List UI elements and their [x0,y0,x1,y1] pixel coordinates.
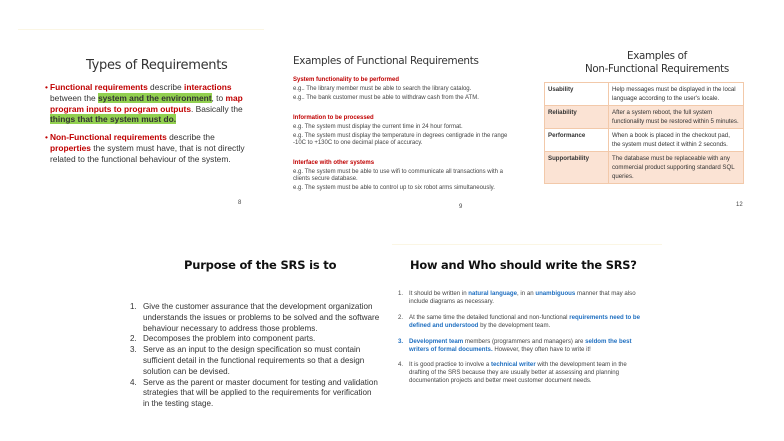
text-segment: describe [147,82,185,92]
text-segment: Functional requirements [50,82,148,92]
slide-title: Types of Requirements [86,58,228,73]
text-segment: unambiguous [535,290,576,297]
list-item [130,378,380,410]
page-number: 9 [459,204,463,210]
section-interface [293,160,518,194]
list-item [396,290,646,306]
bullet-functional [45,82,250,125]
list-item [396,314,646,330]
text-segment: Non-Functional requirements [50,132,167,142]
slide-non-functional-examples [530,50,784,220]
description-cell: Help messages must be displayed in the local language according to the user's locale. [609,83,744,106]
description-cell: When a book is placed in the checkout pad, the system must detect it within 2 seconds. [609,129,744,152]
item-number: 1. [130,302,137,311]
section-heading: Information to be processed [293,115,374,121]
item-number: 2. [398,313,404,321]
example-line: e.g.. The bank customer must be able to withdraw cash from the ATM. [293,95,479,101]
text-segment: the system must have, that is not directly related to the functional behaviour of the system. [50,142,245,164]
title-line: Non-Functional Requirements [585,63,729,75]
example-line: e.g.. The library member must be able to search the library catalog. [293,86,472,92]
page-number: 8 [238,200,242,206]
text-segment: . Basically the [190,103,243,114]
slide-types-of-requirements [18,58,258,208]
title-line: Examples of [627,50,687,62]
text-segment: natural language [468,290,518,297]
list-item [130,302,380,334]
slide-title [530,50,784,76]
text-segment: properties [50,142,91,153]
text-segment: , in an [517,290,536,297]
description-cell: The database must be replaceable with any commercial product supporting standard SQL queries. [609,152,744,184]
text-segment: It is good practice to involve a [409,361,491,369]
text-segment: with the development team in the drafting of the SRS because they are usually better at assessing and planning documentation projects and better meet customer document needs. [409,361,627,385]
text-segment: seldom the best writers of formal documents. [409,337,632,353]
item-text: Give the customer assurance that the development organization understands the issues or problems to be solved and the software behaviour necessary to address those problems. [143,302,380,333]
slide-title: Examples of Functional Requirements [293,55,479,67]
item-number: 3. [130,345,137,355]
example-line: e.g. The system must be able to control up to six robot arms simultaneously. [293,185,495,191]
slide-title: Purpose of the SRS is to [184,258,337,272]
slide-top-rule [392,244,662,245]
text-segment: between the [50,92,98,103]
text-segment: It should be written in [409,290,469,297]
slide-title: How and Who should write the SRS? [410,258,637,272]
list-item [130,345,380,377]
section-heading: Interface with other systems [293,160,375,166]
highlighted-text: things that the system must do. [50,114,177,125]
table-row [545,152,744,184]
list-item [396,361,646,385]
section-functionality [293,77,518,104]
slide-functional-examples [285,55,525,215]
text-segment: describe the [166,132,215,142]
text-segment: by the development team. [478,321,551,329]
section-heading: System functionality to be performed [293,77,400,83]
text-segment: map program inputs to program outputs [50,92,243,114]
slide-how-who-write-srs [396,250,666,435]
how-who-list [396,290,646,393]
text-segment: , to [211,92,226,103]
slide-top-rule [18,29,264,30]
category-cell: Usability [545,83,609,106]
text-segment: interactions [184,82,232,92]
purpose-list [130,302,380,410]
highlighted-text: system and the environment [97,92,212,103]
bullet-icon: • [45,82,48,92]
requirements-table [544,82,744,184]
text-segment: members (programmers and managers) are [463,337,586,345]
text-segment: However, they often have to write it! [492,345,591,353]
text-segment: Development team [409,337,464,345]
bullet-non-functional [45,132,250,164]
example-line: e.g. The system must be able to use wifi to communicate all transactions with a clients secure database. [293,169,503,182]
item-text: Serve as the parent or master document for testing and validation strategies that will be applied to the requirements for verification in the testing stage. [143,377,378,409]
list-item [396,338,646,354]
item-text: Serve as an input to the design specification so must contain sufficient detail in the functional requirements so that a design solution can be devised. [143,345,365,376]
category-cell: Performance [545,129,609,152]
page-number: 12 [736,202,743,208]
description-cell: After a system reboot, the full system functionality must be restored within 5 minutes. [609,106,744,129]
category-cell: Reliability [545,106,609,129]
item-number: 2. [130,334,137,344]
table-row [545,129,744,152]
item-number: 3. [398,337,404,345]
slide-purpose-of-srs [130,250,390,430]
item-text: Decomposes the problem into component parts. [143,334,316,344]
bullet-icon: • [45,132,48,142]
table-row [545,106,744,129]
item-number: 1. [398,290,404,297]
item-number: 4. [130,377,137,387]
table-row [545,83,744,106]
example-line: e.g. The system must display the temperature in degrees centigrade in the range -10C to +130C to one decimal place of accuracy. [293,133,508,146]
item-number: 4. [398,361,404,369]
text-segment: At the same time the detailed functional and non-functional [409,313,570,321]
category-cell: Supportability [545,152,609,184]
list-item [130,334,380,345]
text-segment: technical writer [490,361,536,369]
text-segment: manner that may also include diagrams as necessary. [409,290,636,305]
text-segment: requirements need to be defined and understood [409,313,641,329]
example-line: e.g. The system must display the current time in 24 hour format. [293,124,463,130]
section-information [293,115,518,149]
